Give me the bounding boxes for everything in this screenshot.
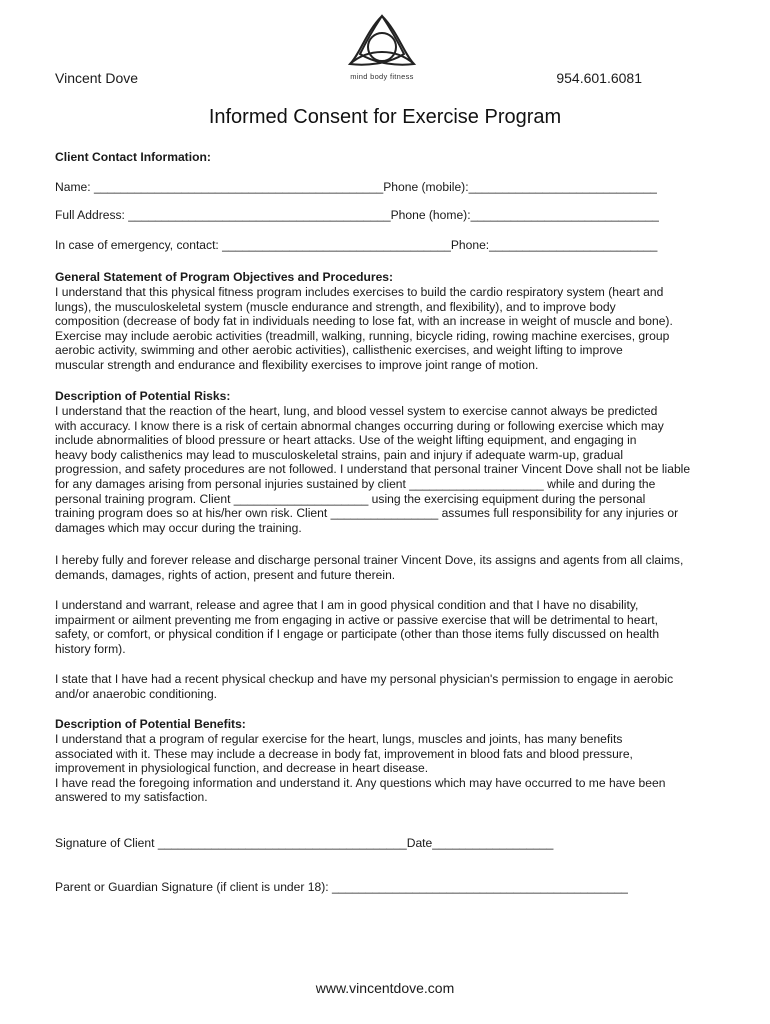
name-phone-mobile-field[interactable]: Name: ___________________________________________Phone (mobile):____________________________ [55,180,657,194]
emergency-contact-field[interactable]: In case of emergency, contact: __________________________________Phone:_________________________ [55,238,658,252]
benefits-heading: Description of Potential Benefits: [55,717,246,731]
warrant-paragraph: I understand and warrant, release and agree that I am in good physical condition and that I have no disability, impairment or ailment preventing me from engaging in active or passive exercise that will be detrimental to heart, safety, or comfort, or physical condition if I engage or participate (other than those items fully discussed on health history form). [55,598,660,656]
website-footer: www.vincentdove.com [315,980,455,996]
objectives-heading: General Statement of Program Objectives and Procedures: [55,270,394,284]
client-signature-date-field[interactable]: Signature of Client _____________________________________Date__________________ [55,836,554,850]
triquetra-logo-icon [344,14,420,70]
guardian-signature-field[interactable]: Parent or Guardian Signature (if client is under 18): ____________________________________________ [55,880,628,894]
trainer-name: Vincent Dove [55,70,139,86]
risks-heading: Description of Potential Risks: [55,389,231,403]
contact-heading: Client Contact Information: [55,150,211,164]
risks-body: I understand that the reaction of the heart, lung, and blood vessel system to exercise cannot always be predicted with accuracy. I know there is a risk of certain abnormal changes occurring during or following exercise which may include abnormalities of blood pressure or heart attacks. Use of the weight lifting equipment, and engaging in heavy body calisthenics may lead to musculoskeletal strains, pain and injury if adequate warm-up, gradual progression, and safety procedures are not followed. I understand that personal trainer Vincent Dove shall not be liable for any damages arising from personal injuries sustained by client ____________________ while and during the personal training program. Client ____________________ using the exercising equipment during the personal training program does so at his/her own risk. Client ________________ assumes full responsibility for any injuries or damages which may occur during the training. [55,404,691,535]
logo-tagline: mind body fitness [350,72,414,81]
objectives-body: I understand that this physical fitness program includes exercises to build the cardio respiratory system (heart and lungs), the musculoskeletal system (muscle endurance and strength, and flexibility), and to improve body composition (decrease of body fat in individuals needing to lose fat, with an increase in weight of muscle and bone). Exercise may include aerobic activities (treadmill, walking, running, bicycle riding, rowing machine exercises, group aerobic activity, swimming and other aerobic activities), callisthenic exercises, and weight lifting to improve muscular strength and endurance and flexibility exercises to improve joint range of motion. [55,285,673,372]
checkup-paragraph: I state that I have had a recent physical checkup and have my personal physician's permission to engage in aerobic and/or anaerobic conditioning. [55,672,674,701]
benefits-body: I understand that a program of regular exercise for the heart, lungs, muscles and joints, has many benefits associated with it. These may include a decrease in body fat, improvement in blood fats and blood pressure, improvement in physiological function, and decrease in heart disease. I have read the foregoing information and understand it. Any questions which may have occurred to me have been answered to my satisfaction. [55,732,666,805]
trainer-phone: 954.601.6081 [556,70,642,86]
release-paragraph: I hereby fully and forever release and discharge personal trainer Vincent Dove, its assigns and agents from all claims, demands, damages, rights of action, present and future therein. [55,553,684,582]
address-phone-home-field[interactable]: Full Address: _______________________________________Phone (home):____________________________ [55,208,659,222]
page-title: Informed Consent for Exercise Program [208,106,562,128]
